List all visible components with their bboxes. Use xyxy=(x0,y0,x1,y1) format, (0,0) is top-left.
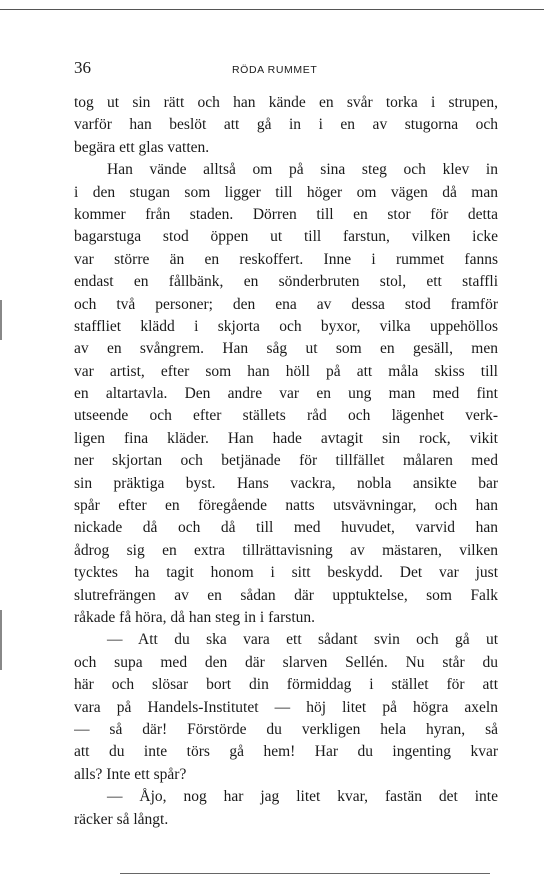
text-line: och två personer; den ena av dessa stod framför xyxy=(74,295,498,313)
paragraph xyxy=(74,629,498,786)
text-line: att du inte törs gå hem! Har du ingenting kvar xyxy=(74,743,498,761)
text-line: ner skjortan och betjänade för tillfället målaren med xyxy=(74,452,498,470)
text-line: begära ett glas vatten. xyxy=(74,138,210,156)
paragraph xyxy=(74,159,498,629)
text-line: endast en fållbänk, en sönderbruten stol, ett staffli xyxy=(74,273,498,291)
text-line: var större än en reskoffert. Inne i rummet fanns xyxy=(74,250,498,268)
text-line: var artist, efter som han höll på att måla skiss till xyxy=(74,362,498,380)
bottom-page-edge-rule xyxy=(120,873,490,874)
text-line: ligen fina kläder. Han hade avtagit sin rock, vikit xyxy=(74,429,498,447)
top-page-edge-rule xyxy=(0,9,544,10)
text-line: tycktes ha tagit honom i sitt beskydd. Det var just xyxy=(74,564,498,582)
text-line: alls? Inte ett spår? xyxy=(74,765,187,783)
page-number: 36 xyxy=(74,58,91,77)
left-margin-mark xyxy=(0,300,2,340)
text-line: sin präktiga byst. Hans vackra, nobla ansikte bar xyxy=(74,474,498,492)
text-line: ådrog sig en extra tillrättavisning av mästaren, vilken xyxy=(74,541,498,559)
text-line: varför han beslöt att gå in i en av stugorna och xyxy=(74,116,498,134)
text-line: — Åjo, nog har jag litet kvar, fastän det inte xyxy=(107,788,498,806)
text-line: utseende och efter ställets råd och lägenhet verk- xyxy=(74,407,498,425)
paragraph xyxy=(74,92,498,159)
text-line: staffliet klädd i skjorta och byxor, vilka uppehöllos xyxy=(74,317,498,335)
text-line: bagarstuga stod öppen ut till farstun, vilken icke xyxy=(74,228,498,246)
text-line: — så där! Förstörde du verkligen hela hyran, så xyxy=(74,720,498,738)
text-line: spår efter en föregående natts utsvävningar, och han xyxy=(74,497,498,515)
body-text xyxy=(74,92,498,831)
running-head: RÖDA RUMMET xyxy=(232,64,318,76)
page-header xyxy=(0,56,544,80)
text-line: här och slösar bort din förmiddag i stället för att xyxy=(74,676,498,694)
text-line: och supa med den där slarven Sellén. Nu står du xyxy=(74,653,498,671)
text-line: nickade då och då till med huvudet, varvid han xyxy=(74,519,498,537)
left-margin-mark xyxy=(0,610,2,670)
text-line: tog ut sin rätt och han kände en svår torka i strupen, xyxy=(74,94,498,111)
text-line: — Att du ska vara ett sådant svin och gå ut xyxy=(107,631,498,649)
text-line: i den stugan som ligger till höger om vägen då man xyxy=(74,183,498,201)
text-line: räcker så långt. xyxy=(74,810,169,828)
text-line: råkade få höra, då han steg in i farstun. xyxy=(74,608,316,626)
paragraph xyxy=(74,786,498,831)
text-line: av en svångrem. Han såg ut som en gesäll, men xyxy=(74,340,498,358)
text-line: vara på Handels-Institutet — höj litet på högra axeln xyxy=(74,698,498,716)
text-line: Han vände alltså om på sina steg och klev in xyxy=(107,161,498,179)
text-line: kommer från staden. Dörren till en stor för detta xyxy=(74,205,498,223)
text-line: slutrefrängen av en sådan där upptuktelse, som Falk xyxy=(74,586,498,604)
text-line: en altartavla. Den andre var en ung man med fint xyxy=(74,385,498,403)
